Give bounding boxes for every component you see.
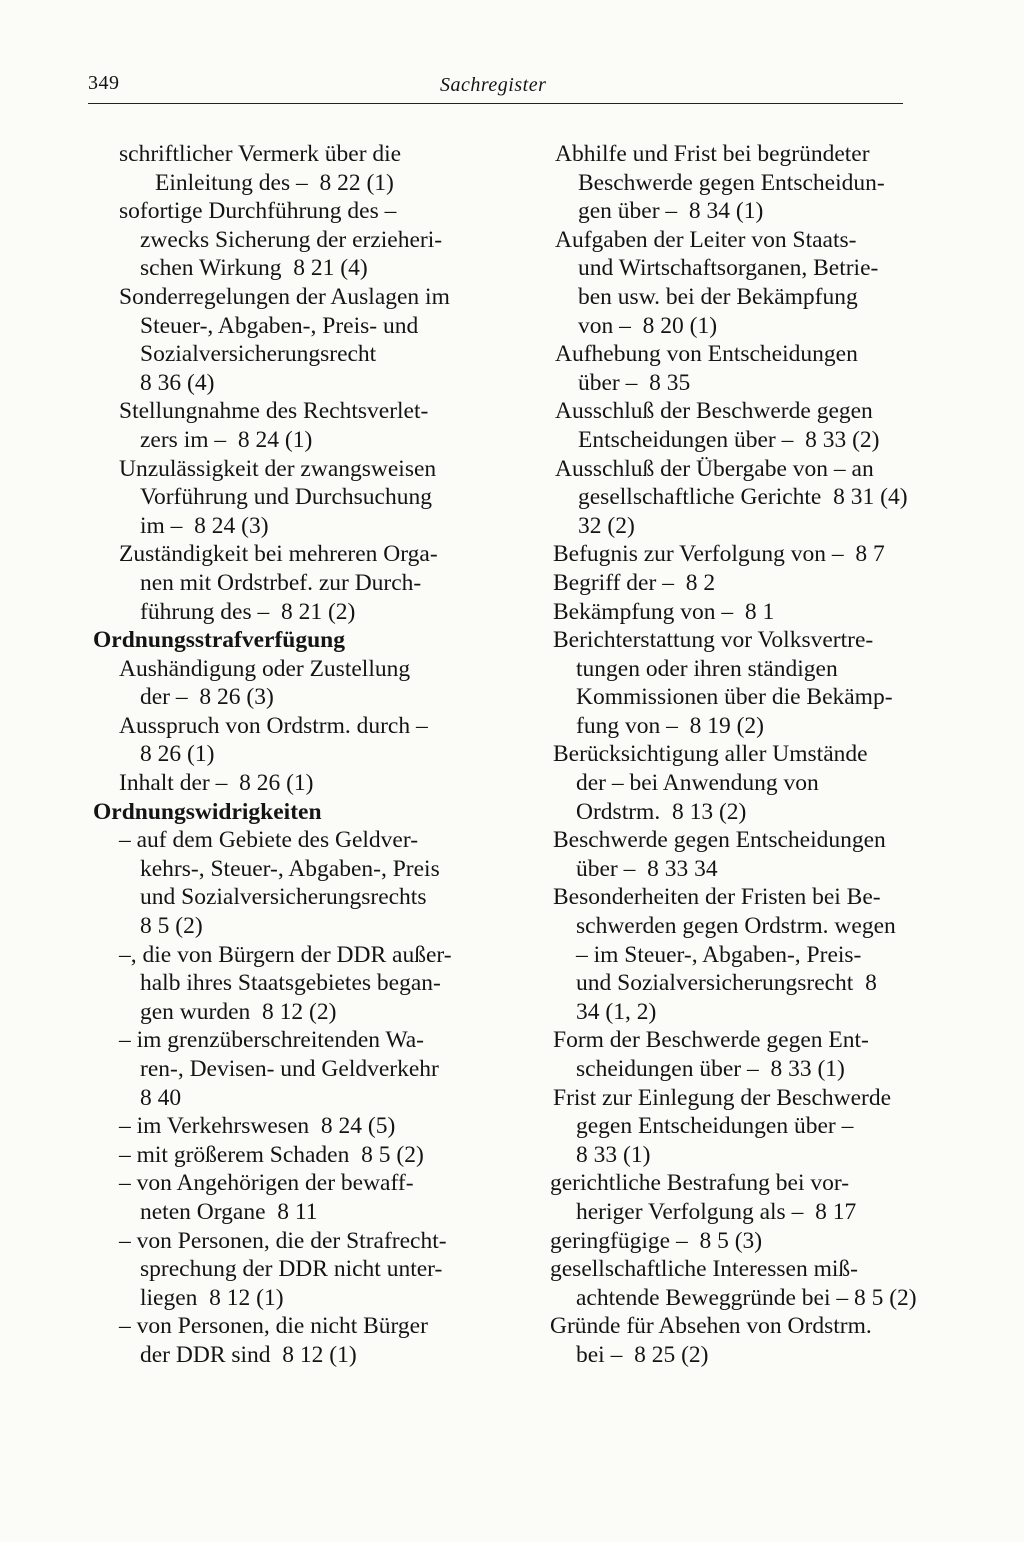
- index-line: gegen Entscheidungen über –: [576, 1113, 854, 1140]
- index-line: Form der Beschwerde gegen Ent-: [553, 1027, 869, 1054]
- index-line: Steuer-, Abgaben-, Preis- und: [140, 312, 419, 339]
- index-line: Einleitung des – 8 22 (1): [155, 169, 394, 196]
- index-line: – von Personen, die der Strafrecht-: [119, 1227, 447, 1254]
- index-line: von – 8 20 (1): [578, 312, 718, 339]
- index-line: Bekämpfung von – 8 1: [553, 598, 775, 625]
- index-line: Entscheidungen über – 8 33 (2): [578, 426, 880, 453]
- index-line: über – 8 35: [578, 369, 691, 396]
- index-line: Zuständigkeit bei mehreren Orga-: [119, 541, 438, 568]
- index-line: sofortige Durchführung des –: [119, 198, 397, 225]
- index-line: Beschwerde gegen Entscheidungen: [553, 827, 886, 854]
- index-line: fung von – 8 19 (2): [576, 712, 764, 739]
- index-line: 34 (1, 2): [576, 998, 657, 1025]
- index-line: 32 (2): [578, 512, 635, 539]
- index-line: – im Steuer-, Abgaben-, Preis-: [576, 941, 862, 968]
- index-heading: Ordnungswidrigkeiten: [93, 798, 322, 825]
- index-line: Berücksichtigung aller Umstände: [553, 741, 868, 768]
- index-line: und Sozialversicherungsrechts: [140, 884, 427, 911]
- index-line: –, die von Bürgern der DDR außer-: [119, 941, 452, 968]
- index-line: führung des – 8 21 (2): [140, 598, 356, 625]
- index-line: der – bei Anwendung von: [576, 770, 819, 797]
- index-line: Aushändigung oder Zustellung: [119, 655, 411, 682]
- index-line: achtende Beweggründe bei – 8 5 (2): [576, 1284, 917, 1311]
- index-line: gen über – 8 34 (1): [578, 198, 764, 225]
- index-line: gerichtliche Bestrafung bei vor-: [550, 1170, 850, 1197]
- index-line: Inhalt der – 8 26 (1): [119, 770, 314, 797]
- index-line: Begriff der – 8 2: [553, 569, 716, 596]
- index-line: über – 8 33 34: [576, 855, 718, 882]
- index-line: Vorführung und Durchsuchung: [140, 484, 432, 511]
- index-line: kehrs-, Steuer-, Abgaben-, Preis: [140, 855, 440, 882]
- index-line: neten Organe 8 11: [140, 1198, 318, 1225]
- index-line: Unzulässigkeit der zwangsweisen: [119, 455, 437, 482]
- index-line: Befugnis zur Verfolgung von – 8 7: [553, 541, 885, 568]
- index-line: Ausschluß der Übergabe von – an: [555, 455, 874, 482]
- index-line: Aufgaben der Leiter von Staats-: [555, 226, 857, 253]
- index-line: ren-, Devisen- und Geldverkehr: [140, 1056, 439, 1082]
- index-line: gesellschaftliche Interessen miß-: [550, 1256, 858, 1283]
- index-line: Ausschluß der Beschwerde gegen: [555, 398, 873, 425]
- index-line: Sonderregelungen der Auslagen im: [119, 283, 450, 310]
- index-line: Berichterstattung vor Volksvertre-: [553, 627, 874, 654]
- index-line: 8 36 (4): [140, 369, 215, 396]
- index-line: geringfügige – 8 5 (3): [550, 1227, 763, 1254]
- index-line: schwerden gegen Ordstrm. wegen: [576, 913, 896, 940]
- index-line: bei – 8 25 (2): [576, 1341, 709, 1368]
- index-line: Sozialversicherungsrecht: [140, 341, 377, 368]
- index-line: – von Angehörigen der bewaff-: [119, 1170, 414, 1197]
- index-line: tungen oder ihren ständigen: [576, 655, 838, 682]
- index-line: gesellschaftliche Gerichte 8 31 (4): [578, 484, 908, 511]
- index-line: schen Wirkung 8 21 (4): [140, 255, 368, 282]
- page-number: 349: [88, 72, 120, 94]
- index-line: – im Verkehrswesen 8 24 (5): [119, 1113, 396, 1140]
- index-line: im – 8 24 (3): [140, 512, 269, 539]
- index-line: zers im – 8 24 (1): [140, 426, 313, 453]
- index-line: – auf dem Gebiete des Geldver-: [119, 827, 419, 854]
- index-line: Abhilfe und Frist bei begründeter: [555, 141, 870, 167]
- index-line: Gründe für Absehen von Ordstrm.: [550, 1313, 872, 1340]
- index-line: Frist zur Einlegung der Beschwerde: [553, 1084, 892, 1111]
- index-line: nen mit Ordstrbef. zur Durch-: [140, 569, 422, 596]
- index-line: ben usw. bei der Bekämpfung: [578, 283, 858, 310]
- index-line: 8 26 (1): [140, 741, 215, 768]
- running-title: Sachregister: [440, 74, 547, 96]
- index-line: liegen 8 12 (1): [140, 1284, 284, 1311]
- index-line: der – 8 26 (3): [140, 684, 274, 711]
- index-line: – mit größerem Schaden 8 5 (2): [119, 1141, 424, 1168]
- index-line: zwecks Sicherung der erzieheri-: [140, 226, 443, 253]
- index-line: Stellungnahme des Rechtsverlet-: [119, 398, 429, 425]
- index-line: sprechung der DDR nicht unter-: [140, 1256, 443, 1283]
- index-line: – von Personen, die nicht Bürger: [119, 1313, 428, 1340]
- index-line: 8 40: [140, 1084, 182, 1111]
- index-line: gen wurden 8 12 (2): [140, 998, 337, 1025]
- index-line: Beschwerde gegen Entscheidun-: [578, 169, 885, 196]
- index-line: 8 33 (1): [576, 1141, 651, 1168]
- index-line: und Wirtschaftsorganen, Betrie-: [578, 255, 879, 282]
- index-column-right: [550, 140, 945, 1370]
- index-heading: Ordnungsstrafverfügung: [93, 627, 346, 654]
- index-line: scheidungen über – 8 33 (1): [576, 1056, 845, 1082]
- index-line: halb ihres Staatsgebietes began-: [140, 970, 441, 997]
- index-line: schriftlicher Vermerk über die: [119, 141, 402, 167]
- index-line: Kommissionen über die Bekämp-: [576, 684, 893, 711]
- index-line: 8 5 (2): [140, 913, 203, 940]
- index-line: Besonderheiten der Fristen bei Be-: [553, 884, 881, 911]
- index-line: Ausspruch von Ordstrm. durch –: [119, 712, 428, 739]
- index-line: heriger Verfolgung als – 8 17: [576, 1198, 857, 1225]
- header-rule: [88, 103, 903, 104]
- index-line: Ordstrm. 8 13 (2): [576, 798, 747, 825]
- index-line: der DDR sind 8 12 (1): [140, 1341, 357, 1368]
- index-line: – im grenzüberschreitenden Wa-: [119, 1027, 425, 1054]
- index-column-left: [93, 140, 483, 1370]
- index-line: Aufhebung von Entscheidungen: [555, 341, 858, 368]
- index-line: und Sozialversicherungsrecht 8: [576, 970, 877, 997]
